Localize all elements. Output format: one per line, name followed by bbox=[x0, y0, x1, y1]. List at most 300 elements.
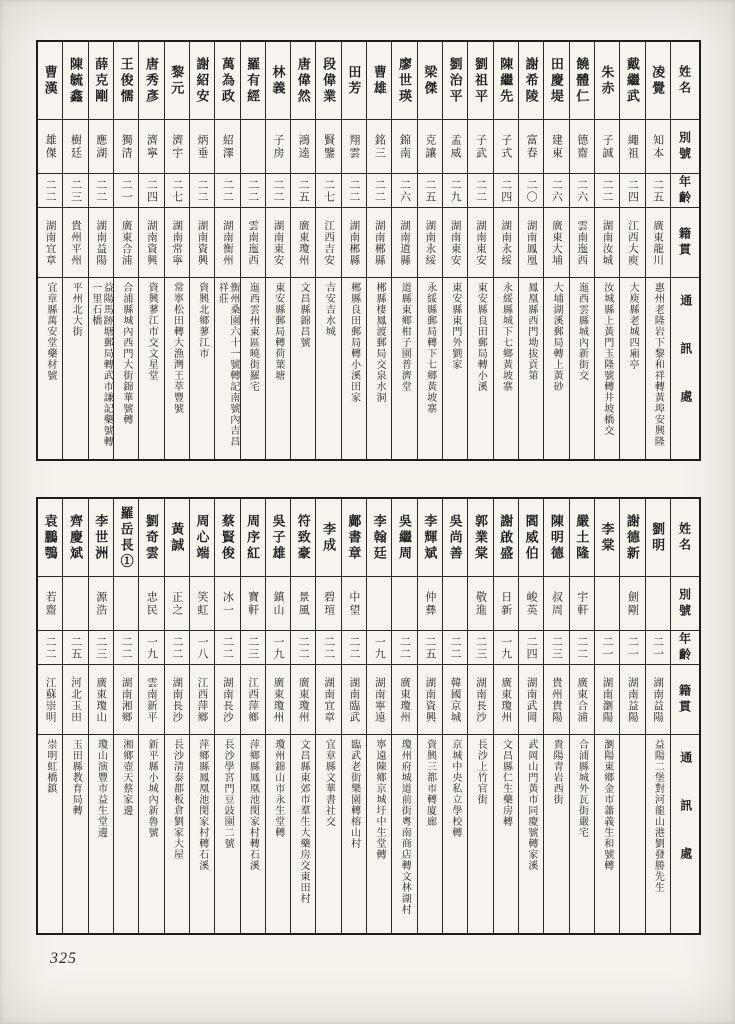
person-column bbox=[266, 499, 291, 933]
person-origin: 湖南郴縣 bbox=[342, 207, 366, 277]
person-origin: 貴州貴陽 bbox=[544, 664, 568, 734]
person-origin: 湖南臨武 bbox=[342, 664, 366, 734]
person-address: 迤西雲州東區曉街羅宅 bbox=[241, 277, 265, 459]
person-column bbox=[63, 499, 88, 933]
person-alias: 紹澤 bbox=[215, 119, 239, 173]
person-age: 二二 bbox=[367, 173, 391, 207]
header-age-label: 年齡 bbox=[671, 630, 699, 664]
directory-table-2-header-column bbox=[671, 499, 699, 933]
person-origin: 貴州平州 bbox=[63, 207, 87, 277]
person-origin: 江西吉安 bbox=[316, 207, 340, 277]
person-origin: 湖南宜章 bbox=[38, 207, 62, 277]
person-column bbox=[63, 42, 88, 459]
person-origin: 廣東大埔 bbox=[544, 207, 568, 277]
person-name: 吳尚善 bbox=[447, 513, 463, 562]
person-name: 黃誠 bbox=[169, 521, 185, 554]
person-address: 汝城縣上黃門玉隆號轉井坡橋交 bbox=[595, 277, 619, 459]
person-address: 常寧松田轉大漁灣王萃豐號 bbox=[165, 277, 189, 459]
person-name: 羅岳長① bbox=[118, 505, 134, 570]
person-alias: 繩祖 bbox=[620, 119, 644, 173]
header-origin-label: 籍貫 bbox=[671, 664, 699, 734]
person-address: 湘鄉壺天蔡家邊 bbox=[114, 734, 138, 933]
person-origin: 廣東瓊州 bbox=[392, 664, 416, 734]
person-origin: 湖南益陽 bbox=[89, 207, 113, 277]
person-column bbox=[595, 42, 620, 459]
person-name: 周心端 bbox=[194, 513, 210, 562]
person-origin: 雲南新平 bbox=[139, 664, 163, 734]
person-alias: 鴻逵 bbox=[291, 119, 315, 173]
person-column bbox=[494, 499, 519, 933]
person-alias: 賢鑒 bbox=[316, 119, 340, 173]
person-address: 大庾縣老城四廂亭 bbox=[620, 277, 644, 459]
person-age: 二五 bbox=[291, 173, 315, 207]
person-column bbox=[190, 42, 215, 459]
person-age: 二四 bbox=[519, 630, 543, 664]
person-column bbox=[114, 499, 139, 933]
person-age: 二六 bbox=[392, 173, 416, 207]
person-name: 黎元 bbox=[169, 64, 185, 97]
person-address: 長沙學宮門豆豉園二號 bbox=[215, 734, 239, 933]
person-age: 二二 bbox=[114, 630, 138, 664]
person-age: 二四 bbox=[620, 173, 644, 207]
person-column bbox=[316, 499, 341, 933]
person-origin: 湖南長沙 bbox=[215, 664, 239, 734]
person-origin: 湖南瀏陽 bbox=[595, 664, 619, 734]
person-age: 二七 bbox=[316, 173, 340, 207]
person-address: 東安縣東門外劉家 bbox=[443, 277, 467, 459]
person-alias: 翔雲 bbox=[342, 119, 366, 173]
person-alias: 劍剛 bbox=[620, 576, 644, 630]
person-origin: 湖南長沙 bbox=[468, 664, 492, 734]
person-name: 凌覺 bbox=[650, 64, 666, 97]
person-column bbox=[519, 42, 544, 459]
person-origin: 湖南郴縣 bbox=[367, 207, 391, 277]
person-address: 玉田縣教育局轉 bbox=[63, 734, 87, 933]
person-alias: 叔周 bbox=[544, 576, 568, 630]
person-alias: 孟威 bbox=[443, 119, 467, 173]
person-alias: 濟寧 bbox=[139, 119, 163, 173]
person-name: 郭業棠 bbox=[472, 513, 488, 562]
person-column bbox=[241, 42, 266, 459]
person-origin: 廣東龍川 bbox=[646, 207, 670, 277]
person-origin: 韓國京城 bbox=[443, 664, 467, 734]
person-origin: 湖南資興 bbox=[139, 207, 163, 277]
person-name: 萬為政 bbox=[219, 56, 235, 105]
person-address: 新平縣小城內新魯號 bbox=[139, 734, 163, 933]
person-name: 唐偉然 bbox=[295, 56, 311, 105]
header-name-label: 姓名 bbox=[677, 64, 692, 97]
person-name: 劉治平 bbox=[447, 56, 463, 105]
person-age: 二五 bbox=[646, 173, 670, 207]
person-name: 陳明德 bbox=[548, 513, 564, 562]
person-alias: 中望 bbox=[342, 576, 366, 630]
person-name: 袁鵬鶚 bbox=[42, 513, 58, 562]
person-address: 崇明虹橋鎮 bbox=[38, 734, 62, 933]
person-origin: 廣東瓊州 bbox=[291, 664, 315, 734]
person-address: 萍鄉縣鳳凰池閔家村轉石溪 bbox=[241, 734, 265, 933]
person-column bbox=[114, 42, 139, 459]
person-alias: 鎮山 bbox=[266, 576, 290, 630]
person-alias: 富春 bbox=[519, 119, 543, 173]
person-address: 瓊州府城道前街粵南商店轉文林湖村 bbox=[392, 734, 416, 933]
person-address: 大埔湖溪郵局轉上黃砂 bbox=[544, 277, 568, 459]
person-origin: 江西大庾 bbox=[620, 207, 644, 277]
person-column bbox=[367, 499, 392, 933]
person-address: 合浦縣城內西門大街錦華號轉 bbox=[114, 277, 138, 459]
header-address-label: 通訊處 bbox=[671, 277, 699, 459]
person-alias: 建東 bbox=[544, 119, 568, 173]
person-address: 文昌縣仁生藥房轉 bbox=[494, 734, 518, 933]
person-address: 貴陽青岩西街 bbox=[544, 734, 568, 933]
person-age: 二二 bbox=[215, 173, 239, 207]
person-origin: 湖南武岡 bbox=[519, 664, 543, 734]
person-age: 二一 bbox=[114, 173, 138, 207]
header-name-label: 姓名 bbox=[677, 521, 692, 554]
person-column bbox=[139, 499, 164, 933]
person-alias: 子武 bbox=[468, 119, 492, 173]
person-column bbox=[241, 499, 266, 933]
person-address: 萍鄉縣鳳凰池閔家村轉石溪 bbox=[190, 734, 214, 933]
person-name: 嚴土隆 bbox=[574, 513, 590, 562]
person-origin: 湖南東安 bbox=[468, 207, 492, 277]
person-origin: 雲南迤西 bbox=[570, 207, 594, 277]
person-address: 瓊州錦山市永生堂轉 bbox=[266, 734, 290, 933]
person-column bbox=[367, 42, 392, 459]
person-origin: 湖南宜章 bbox=[316, 664, 340, 734]
person-alias: 笑虹 bbox=[190, 576, 214, 630]
person-origin: 江蘇崇明 bbox=[38, 664, 62, 734]
person-column bbox=[89, 499, 114, 933]
person-age: 二二 bbox=[38, 173, 62, 207]
person-name: 劉祖平 bbox=[472, 56, 488, 105]
person-alias: 忠民 bbox=[139, 576, 163, 630]
person-origin: 廣東合浦 bbox=[114, 207, 138, 277]
person-name: 曹漢 bbox=[42, 64, 58, 97]
person-age: 二一 bbox=[646, 630, 670, 664]
directory-table-2 bbox=[36, 497, 701, 935]
directory-table-1-entries bbox=[38, 42, 671, 459]
person-address: 郴縣良田郵局轉小溪田家 bbox=[342, 277, 366, 459]
person-address: 宜章縣文華書社交 bbox=[316, 734, 340, 933]
person-column bbox=[215, 42, 240, 459]
person-age: 二二 bbox=[342, 173, 366, 207]
person-column bbox=[620, 42, 645, 459]
person-age: 二五 bbox=[418, 173, 442, 207]
person-alias: 克讓 bbox=[418, 119, 442, 173]
person-alias: 子房 bbox=[266, 119, 290, 173]
person-column bbox=[595, 499, 620, 933]
person-name: 田芳 bbox=[346, 64, 362, 97]
person-column bbox=[468, 42, 493, 459]
person-address: 郴縣棲鳳渡郵局交泉水洞 bbox=[367, 277, 391, 459]
person-age: 二一 bbox=[620, 630, 644, 664]
person-column bbox=[342, 499, 367, 933]
person-alias: 獨清 bbox=[114, 119, 138, 173]
person-address: 道縣東鄉柑子園普濟堂 bbox=[392, 277, 416, 459]
person-alias: 日新 bbox=[494, 576, 518, 630]
person-name: 閻威伯 bbox=[523, 513, 539, 562]
person-name: 李成 bbox=[321, 521, 337, 554]
person-age: 二二 bbox=[165, 630, 189, 664]
person-name: 劉奇雲 bbox=[143, 513, 159, 562]
header-alias-label: 別號 bbox=[671, 119, 699, 173]
person-age: 二二 bbox=[595, 173, 619, 207]
person-address: 永綏縣郵局轉下七鄉黃坡寨 bbox=[418, 277, 442, 459]
person-age: 二二 bbox=[291, 630, 315, 664]
person-name: 戴繼武 bbox=[624, 56, 640, 105]
person-origin: 廣東瓊州 bbox=[494, 664, 518, 734]
person-origin: 湖南東安 bbox=[266, 207, 290, 277]
person-age: 二五 bbox=[63, 630, 87, 664]
person-alias bbox=[241, 119, 265, 173]
person-name: 齊慶斌 bbox=[67, 513, 83, 562]
person-column bbox=[646, 42, 671, 459]
person-name: 段偉業 bbox=[321, 56, 337, 105]
person-origin: 湖南衡州 bbox=[215, 207, 239, 277]
person-alias: 若齋 bbox=[38, 576, 62, 630]
directory-table-1 bbox=[36, 40, 701, 461]
person-address: 惠州老隆岩下黎和祥轉黃埠安興隆 bbox=[646, 277, 670, 459]
person-origin: 湖南湘鄉 bbox=[114, 664, 138, 734]
person-column bbox=[418, 499, 443, 933]
person-column bbox=[291, 42, 316, 459]
person-column bbox=[38, 499, 63, 933]
person-column bbox=[392, 499, 417, 933]
person-address: 鳳凰縣西門坳拔貢第 bbox=[519, 277, 543, 459]
person-age: 二二 bbox=[266, 173, 290, 207]
person-origin: 廣東瓊州 bbox=[291, 207, 315, 277]
person-column bbox=[165, 42, 190, 459]
person-column bbox=[190, 499, 215, 933]
directory-table-1-header-column bbox=[671, 42, 699, 459]
person-column bbox=[570, 499, 595, 933]
person-column bbox=[418, 42, 443, 459]
person-age: 二二 bbox=[392, 630, 416, 664]
person-age: 一九 bbox=[494, 630, 518, 664]
person-address: 永綏縣城下七鄉黃坡寨 bbox=[494, 277, 518, 459]
person-origin: 雲南迤西 bbox=[241, 207, 265, 277]
person-name: 謝希陵 bbox=[523, 56, 539, 105]
person-address: 長沙上竹官街 bbox=[468, 734, 492, 933]
person-origin: 江西萍鄉 bbox=[241, 664, 265, 734]
person-column bbox=[291, 499, 316, 933]
person-alias: 仲彝 bbox=[418, 576, 442, 630]
person-origin: 湖南益陽 bbox=[620, 664, 644, 734]
header-age-label: 年齡 bbox=[671, 173, 699, 207]
header-address-label: 通訊處 bbox=[671, 734, 699, 933]
person-age: 二〇 bbox=[519, 173, 543, 207]
person-age: 二二 bbox=[38, 630, 62, 664]
person-origin: 湖南鳳凰 bbox=[519, 207, 543, 277]
person-origin: 湖南資興 bbox=[418, 664, 442, 734]
person-age: 二二 bbox=[468, 173, 492, 207]
person-name: 林義 bbox=[270, 64, 286, 97]
person-alias: 源浩 bbox=[89, 576, 113, 630]
person-name: 李世洲 bbox=[93, 513, 109, 562]
person-origin: 廣東瓊山 bbox=[89, 664, 113, 734]
person-address: 迤西雲縣城內新街交 bbox=[570, 277, 594, 459]
person-alias: 敬進 bbox=[468, 576, 492, 630]
person-name: 廖世瑛 bbox=[397, 56, 413, 105]
person-origin: 湖南永綏 bbox=[494, 207, 518, 277]
person-address: 合浦縣城外瓦街嚴宅 bbox=[570, 734, 594, 933]
person-name: 薛克剛 bbox=[93, 56, 109, 105]
person-age: 二四 bbox=[139, 173, 163, 207]
person-alias: 雄傑 bbox=[38, 119, 62, 173]
person-name: 劉明 bbox=[650, 521, 666, 554]
person-age: 二二 bbox=[570, 630, 594, 664]
person-origin: 湖南永綏 bbox=[418, 207, 442, 277]
person-alias: 錦南 bbox=[392, 119, 416, 173]
person-name: 符致豪 bbox=[295, 513, 311, 562]
person-column bbox=[468, 499, 493, 933]
person-name: 吳子雄 bbox=[270, 513, 286, 562]
person-address: 東安縣郵局轉荷葉塘 bbox=[266, 277, 290, 459]
person-address: 資興三都市轉廈廊 bbox=[418, 734, 442, 933]
person-age: 二二 bbox=[190, 173, 214, 207]
person-address: 東安縣良田郵局轉小溪 bbox=[468, 277, 492, 459]
person-address: 文昌縣錦昌號 bbox=[291, 277, 315, 459]
person-name: 王俊懦 bbox=[118, 56, 134, 105]
person-name: 吳繼周 bbox=[397, 513, 413, 562]
person-name: 梁傑 bbox=[422, 64, 438, 97]
person-column bbox=[38, 42, 63, 459]
person-age: 二三 bbox=[63, 173, 87, 207]
person-address: 資興蓼江市交文星堂 bbox=[139, 277, 163, 459]
person-column bbox=[494, 42, 519, 459]
page-number: 325 bbox=[50, 950, 77, 967]
person-alias: 子誠 bbox=[595, 119, 619, 173]
person-column bbox=[266, 42, 291, 459]
person-origin: 湖南資興 bbox=[190, 207, 214, 277]
person-address bbox=[620, 734, 644, 933]
person-name: 羅有經 bbox=[245, 56, 261, 105]
person-alias bbox=[63, 576, 87, 630]
person-address: 臨武老街樂園轉榕山村 bbox=[342, 734, 366, 933]
person-alias: 德齋 bbox=[570, 119, 594, 173]
person-origin: 廣東瓊州 bbox=[266, 664, 290, 734]
person-origin: 江西萍鄉 bbox=[190, 664, 214, 734]
person-name: 陳毓鑫 bbox=[67, 56, 83, 105]
person-alias bbox=[114, 576, 138, 630]
person-age: 二二 bbox=[215, 630, 239, 664]
person-age: 二二 bbox=[89, 173, 113, 207]
header-origin-label: 籍貫 bbox=[671, 207, 699, 277]
person-address: 寧遠陳鄉京城圩中生堂轉 bbox=[367, 734, 391, 933]
person-name: 謝德新 bbox=[624, 513, 640, 562]
person-address: 資興北鄉蓼江市 bbox=[190, 277, 214, 459]
person-address: 吉安吉水城 bbox=[316, 277, 340, 459]
person-age: 二二 bbox=[316, 630, 340, 664]
person-column bbox=[443, 42, 468, 459]
person-age: 二三 bbox=[468, 630, 492, 664]
person-column bbox=[646, 499, 671, 933]
person-address: 益陽二堡對河龍山港劉發勝先生 bbox=[646, 734, 670, 933]
person-origin: 湖南道縣 bbox=[392, 207, 416, 277]
person-alias: 銘三 bbox=[367, 119, 391, 173]
person-alias: 寶軒 bbox=[241, 576, 265, 630]
person-age: 一九 bbox=[139, 630, 163, 664]
person-alias: 應湖 bbox=[89, 119, 113, 173]
person-age: 二四 bbox=[494, 173, 518, 207]
person-name: 李輝斌 bbox=[422, 513, 438, 562]
person-name: 唐秀彥 bbox=[143, 56, 159, 105]
person-name: 蔡賢俊 bbox=[219, 513, 235, 562]
person-name: 陳繼先 bbox=[498, 56, 514, 105]
person-name: 周序紅 bbox=[245, 513, 261, 562]
person-column bbox=[544, 42, 569, 459]
person-column bbox=[519, 499, 544, 933]
person-column bbox=[165, 499, 190, 933]
person-age: 二七 bbox=[165, 173, 189, 207]
person-address: 瀏陽東鄉金市蕭義生和號轉 bbox=[595, 734, 619, 933]
person-alias: 子式 bbox=[494, 119, 518, 173]
person-name: 鄺書章 bbox=[346, 513, 362, 562]
person-name: 朱赤 bbox=[599, 64, 615, 97]
person-alias: 正之 bbox=[165, 576, 189, 630]
person-age: 二二 bbox=[241, 173, 265, 207]
person-origin: 湖南常寧 bbox=[165, 207, 189, 277]
person-age: 二六 bbox=[570, 173, 594, 207]
person-alias bbox=[367, 576, 391, 630]
person-name: 謝紹安 bbox=[194, 56, 210, 105]
person-origin: 湖南東安 bbox=[443, 207, 467, 277]
person-age: 一九 bbox=[266, 630, 290, 664]
person-age: 二二 bbox=[342, 630, 366, 664]
person-alias bbox=[443, 576, 467, 630]
person-address: 文昌縣東郊市羣生大藥房交東田村 bbox=[291, 734, 315, 933]
person-column bbox=[544, 499, 569, 933]
person-address: 長沙清泰都板倉劉家大屋 bbox=[165, 734, 189, 933]
person-age: 二六 bbox=[544, 173, 568, 207]
person-address: 衡州桑園六十一號轉記南號內吉昌祥莊 bbox=[215, 277, 239, 459]
person-address: 益陽馬跡塘郵局轉武市謙記藥號轉一里石橋 bbox=[89, 277, 113, 459]
person-address: 宜章縣萬安堂藥材號 bbox=[38, 277, 62, 459]
person-alias: 知本 bbox=[646, 119, 670, 173]
person-name: 李棠 bbox=[599, 521, 615, 554]
person-age: 二二 bbox=[443, 630, 467, 664]
person-column bbox=[215, 499, 240, 933]
person-column bbox=[620, 499, 645, 933]
person-origin: 廣東合浦 bbox=[570, 664, 594, 734]
person-origin: 湖南長沙 bbox=[165, 664, 189, 734]
person-alias bbox=[595, 576, 619, 630]
person-alias: 景風 bbox=[291, 576, 315, 630]
person-column bbox=[139, 42, 164, 459]
person-age: 二九 bbox=[443, 173, 467, 207]
person-name: 曹雄 bbox=[371, 64, 387, 97]
person-origin: 河北玉田 bbox=[63, 664, 87, 734]
person-column bbox=[443, 499, 468, 933]
person-address: 瓊山演豐市益生堂邊 bbox=[89, 734, 113, 933]
person-age: 二三 bbox=[241, 630, 265, 664]
person-origin: 湖南益陽 bbox=[646, 664, 670, 734]
person-name: 李翰廷 bbox=[371, 513, 387, 562]
person-alias: 宇軒 bbox=[570, 576, 594, 630]
person-name: 田慶堤 bbox=[548, 56, 564, 105]
person-alias: 濟宇 bbox=[165, 119, 189, 173]
person-address: 平州北大街 bbox=[63, 277, 87, 459]
person-name: 謝啟盛 bbox=[498, 513, 514, 562]
person-age: 二三 bbox=[89, 630, 113, 664]
person-alias: 峻英 bbox=[519, 576, 543, 630]
person-alias bbox=[392, 576, 416, 630]
person-age: 一八 bbox=[190, 630, 214, 664]
person-alias bbox=[646, 576, 670, 630]
person-age: 一九 bbox=[367, 630, 391, 664]
header-alias-label: 別號 bbox=[671, 576, 699, 630]
person-alias: 炳垂 bbox=[190, 119, 214, 173]
